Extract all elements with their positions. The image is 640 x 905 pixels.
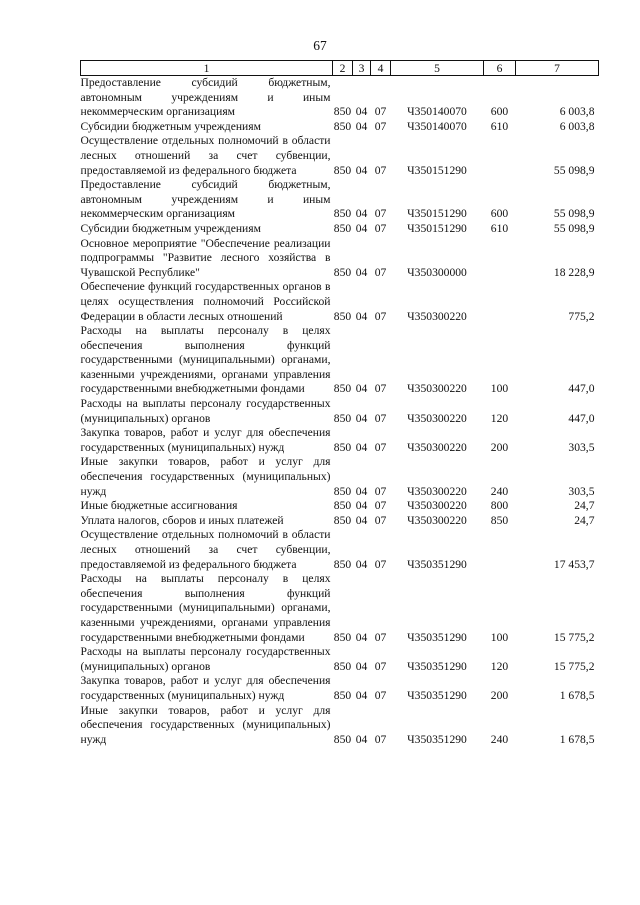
table-row (81, 397, 599, 426)
expense-type-cell: 240 (490, 732, 509, 746)
section-cell: 04 (355, 659, 368, 673)
section-cell: 04 (355, 499, 368, 513)
amount-cell: 1 678,5 (559, 688, 595, 702)
gr-code-cell: 850 (333, 440, 352, 454)
amount-cell: 303,5 (568, 484, 595, 498)
target-article-cell: Ч350300220 (407, 440, 467, 454)
amount-cell: 6 003,8 (559, 105, 595, 119)
section-cell: 04 (355, 265, 368, 279)
table-row (81, 499, 599, 514)
amount-cell: 24,7 (574, 513, 595, 527)
section-cell: 04 (355, 484, 368, 498)
amount-cell: 15 775,2 (553, 659, 595, 673)
table-row (81, 134, 599, 178)
table-row (81, 572, 599, 645)
amount-cell: 17 453,7 (553, 557, 595, 571)
amount-cell: 15 775,2 (553, 630, 595, 644)
table-row (81, 222, 599, 237)
amount-cell: 775,2 (568, 309, 595, 323)
subsection-cell: 07 (374, 513, 387, 527)
column-header: 3 (353, 61, 371, 76)
section-cell: 04 (355, 688, 368, 702)
section-cell: 04 (355, 105, 368, 119)
item-name-cell: Расходы на выплаты персоналу в целях обеспечения выполнения функций государственными (муниципальными) органами, казенными учреждениями, органами управления государственными внебюджетными фондами (80, 324, 331, 396)
section-cell: 04 (355, 557, 368, 571)
subsection-cell: 07 (374, 207, 387, 221)
expense-type-cell: 800 (490, 499, 509, 513)
subsection-cell: 07 (374, 163, 387, 177)
gr-code-cell: 850 (333, 688, 352, 702)
gr-code-cell: 850 (333, 659, 352, 673)
expense-type-cell: 610 (490, 119, 509, 133)
table-row (81, 120, 599, 135)
amount-cell: 1 678,5 (559, 732, 595, 746)
gr-code-cell: 850 (333, 382, 352, 396)
column-header: 7 (516, 61, 599, 76)
amount-cell: 447,0 (568, 411, 595, 425)
item-name-cell: Расходы на выплаты персоналу в целях обеспечения выполнения функций государственными (муниципальными) органами, казенными учреждениями, органами управления государственными внебюджетными фондами (80, 572, 331, 644)
target-article-cell: Ч350140070 (407, 105, 467, 119)
item-name-cell: Предоставление субсидий бюджетным, автономным учреждениям и иным некоммерческим организациям (80, 76, 331, 119)
expense-type-cell: 120 (490, 659, 509, 673)
expense-type-cell: 610 (490, 221, 509, 235)
gr-code-cell: 850 (333, 265, 352, 279)
expense-type-cell: 240 (490, 484, 509, 498)
section-cell: 04 (355, 163, 368, 177)
table-row (81, 280, 599, 324)
amount-cell: 6 003,8 (559, 119, 595, 133)
gr-code-cell: 850 (333, 630, 352, 644)
target-article-cell: Ч350300220 (407, 309, 467, 323)
table-row (81, 528, 599, 572)
subsection-cell: 07 (374, 732, 387, 746)
subsection-cell: 07 (374, 688, 387, 702)
subsection-cell: 07 (374, 309, 387, 323)
item-name-cell: Иные закупки товаров, работ и услуг для обеспечения государственных (муниципальных) нужд (80, 703, 331, 746)
target-article-cell: Ч350351290 (407, 688, 467, 702)
section-cell: 04 (355, 630, 368, 644)
target-article-cell: Ч350300220 (407, 382, 467, 396)
subsection-cell: 07 (374, 105, 387, 119)
table-row (81, 426, 599, 455)
expense-type-cell: 600 (490, 105, 509, 119)
amount-cell: 55 098,9 (553, 207, 595, 221)
section-cell: 04 (355, 732, 368, 746)
expense-type-cell: 600 (490, 207, 509, 221)
expense-type-cell: 850 (490, 513, 509, 527)
table-body (81, 76, 599, 748)
target-article-cell: Ч350300220 (407, 484, 467, 498)
expense-type-cell: 200 (490, 440, 509, 454)
subsection-cell: 07 (374, 221, 387, 235)
subsection-cell: 07 (374, 119, 387, 133)
table-row (81, 455, 599, 499)
section-cell: 04 (355, 309, 368, 323)
expense-type-cell (484, 528, 516, 572)
target-article-cell: Ч350351290 (407, 630, 467, 644)
budget-table (80, 60, 599, 747)
item-name-cell: Осуществление отдельных полномочий в области лесных отношений за счет субвенции, предоставляемой из федерального бюджета (80, 528, 331, 571)
target-article-cell: Ч350151290 (407, 163, 467, 177)
section-cell: 04 (355, 411, 368, 425)
amount-cell: 55 098,9 (553, 163, 595, 177)
item-name-cell: Иные закупки товаров, работ и услуг для обеспечения государственных (муниципальных) нужд (80, 455, 331, 498)
table-header-row (81, 61, 599, 76)
column-header: 4 (371, 61, 391, 76)
gr-code-cell: 850 (333, 105, 352, 119)
item-name-cell: Субсидии бюджетным учреждениям (80, 221, 261, 235)
table-row (81, 178, 599, 222)
subsection-cell: 07 (374, 440, 387, 454)
expense-type-cell: 100 (490, 382, 509, 396)
target-article-cell: Ч350151290 (407, 207, 467, 221)
gr-code-cell: 850 (333, 221, 352, 235)
expense-type-cell: 200 (490, 688, 509, 702)
item-name-cell: Закупка товаров, работ и услуг для обеспечения государственных (муниципальных) нужд (80, 674, 331, 702)
target-article-cell: Ч350140070 (407, 119, 467, 133)
gr-code-cell: 850 (333, 499, 352, 513)
expense-type-cell: 100 (490, 630, 509, 644)
column-header: 2 (333, 61, 353, 76)
item-name-cell: Расходы на выплаты персоналу государственных (муниципальных) органов (80, 645, 331, 673)
subsection-cell: 07 (374, 265, 387, 279)
amount-cell: 24,7 (574, 499, 595, 513)
page-number: 67 (313, 38, 327, 53)
expense-type-cell (484, 237, 516, 281)
expense-type-cell (484, 134, 516, 178)
column-header: 5 (391, 61, 484, 76)
expense-type-cell (484, 280, 516, 324)
subsection-cell: 07 (374, 499, 387, 513)
section-cell: 04 (355, 513, 368, 527)
target-article-cell: Ч350300220 (407, 513, 467, 527)
target-article-cell: Ч350351290 (407, 659, 467, 673)
expense-type-cell: 120 (490, 411, 509, 425)
target-article-cell: Ч350351290 (407, 557, 467, 571)
gr-code-cell: 850 (333, 513, 352, 527)
subsection-cell: 07 (374, 557, 387, 571)
subsection-cell: 07 (374, 630, 387, 644)
table-row (81, 237, 599, 281)
section-cell: 04 (355, 382, 368, 396)
item-name-cell: Расходы на выплаты персоналу государственных (муниципальных) органов (80, 397, 331, 425)
gr-code-cell: 850 (333, 484, 352, 498)
subsection-cell: 07 (374, 382, 387, 396)
subsection-cell: 07 (374, 484, 387, 498)
amount-cell: 55 098,9 (553, 221, 595, 235)
item-name-cell: Предоставление субсидий бюджетным, автономным учреждениям и иным некоммерческим организациям (80, 178, 331, 221)
subsection-cell: 07 (374, 411, 387, 425)
table-row (81, 645, 599, 674)
section-cell: 04 (355, 221, 368, 235)
table-row (81, 76, 599, 120)
target-article-cell: Ч350300000 (407, 265, 467, 279)
item-name-cell: Обеспечение функций государственных органов в целях осуществления полномочий Российской Федерации в области лесных отношений (80, 280, 331, 323)
item-name-cell: Закупка товаров, работ и услуг для обеспечения государственных (муниципальных) нужд (80, 426, 331, 454)
target-article-cell: Ч350300220 (407, 499, 467, 513)
item-name-cell: Осуществление отдельных полномочий в области лесных отношений за счет субвенции, предоставляемой из федерального бюджета (80, 134, 331, 177)
gr-code-cell: 850 (333, 119, 352, 133)
section-cell: 04 (355, 119, 368, 133)
item-name-cell: Уплата налогов, сборов и иных платежей (80, 513, 284, 527)
target-article-cell: Ч350300220 (407, 411, 467, 425)
gr-code-cell: 850 (333, 163, 352, 177)
subsection-cell: 07 (374, 659, 387, 673)
table-row (81, 704, 599, 748)
section-cell: 04 (355, 207, 368, 221)
gr-code-cell: 850 (333, 557, 352, 571)
amount-cell: 18 228,9 (553, 265, 595, 279)
item-name-cell: Основное мероприятие "Обеспечение реализации подпрограммы "Развитие лесного хозяйства в Чувашской Республике" (80, 236, 331, 279)
table-row (81, 324, 599, 397)
item-name-cell: Субсидии бюджетным учреждениям (80, 119, 261, 133)
target-article-cell: Ч350151290 (407, 221, 467, 235)
gr-code-cell: 850 (333, 732, 352, 746)
target-article-cell: Ч350351290 (407, 732, 467, 746)
table-row (81, 674, 599, 703)
column-header: 1 (81, 61, 333, 76)
table-row (81, 514, 599, 529)
gr-code-cell: 850 (333, 207, 352, 221)
item-name-cell: Иные бюджетные ассигнования (80, 499, 238, 513)
section-cell: 04 (355, 440, 368, 454)
gr-code-cell: 850 (333, 309, 352, 323)
column-header: 6 (484, 61, 516, 76)
gr-code-cell: 850 (333, 411, 352, 425)
amount-cell: 447,0 (568, 382, 595, 396)
amount-cell: 303,5 (568, 440, 595, 454)
